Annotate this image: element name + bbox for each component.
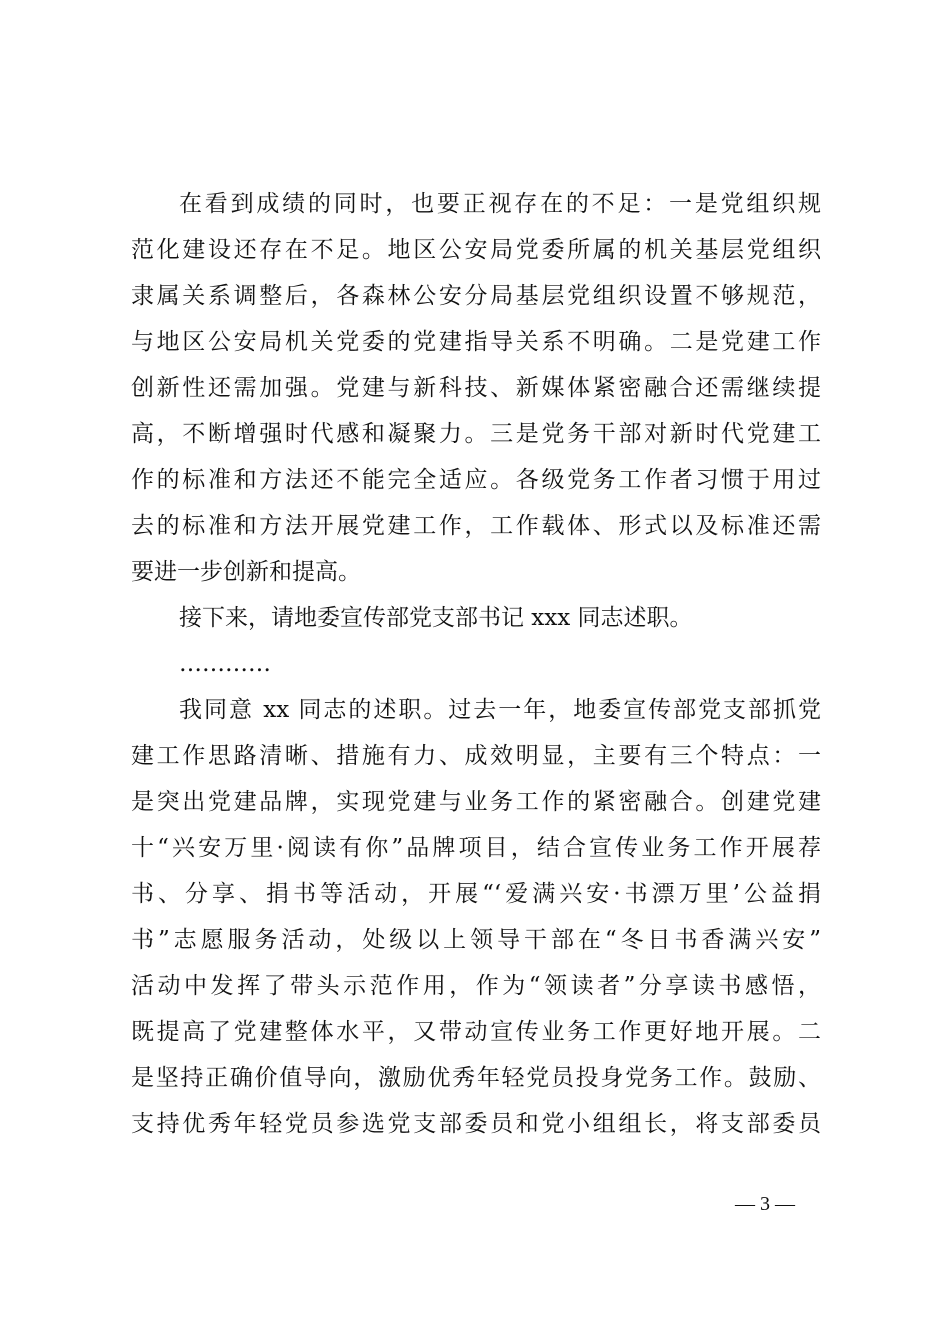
paragraph-ellipsis	[131, 641, 821, 687]
text-line: 与地区公安局机关党委的党建指导关系不明确。二是党建工作	[131, 329, 821, 355]
document-body	[131, 181, 821, 1147]
text-line: 是突出党建品牌，实现党建与业务工作的紧密融合。创建党建	[131, 789, 821, 815]
text-line: 在看到成绩的同时，也要正视存在的不足：一是党组织规	[179, 191, 821, 217]
text-line: 既提高了党建整体水平，又带动宣传业务工作更好地开展。二	[131, 1019, 821, 1045]
text-line: 书”志愿服务活动，处级以上领导干部在“冬日书香满兴安”	[131, 927, 821, 953]
text-line: 去的标准和方法开展党建工作，工作载体、形式以及标准还需	[131, 513, 821, 539]
page-number: — 3 —	[735, 1193, 795, 1215]
text-line: 作的标准和方法还不能完全适应。各级党务工作者习惯于用过	[131, 467, 821, 493]
paragraph-comment	[131, 687, 821, 1147]
text-line: 十“兴安万里·阅读有你”品牌项目，结合宣传业务工作开展荐	[131, 835, 821, 861]
text-line: 高，不断增强时代感和凝聚力。三是党务干部对新时代党建工	[131, 421, 821, 447]
text-line: 要进一步创新和提高。	[131, 559, 361, 585]
text-line: 隶属关系调整后，各森林公安分局基层党组织设置不够规范，	[131, 283, 821, 309]
text-line: 是坚持正确价值导向，激励优秀年轻党员投身党务工作。鼓励、	[131, 1065, 821, 1091]
text-line: 接下来，请地委宣传部党支部书记 xxx 同志述职。	[179, 605, 693, 631]
paragraph-next-speaker	[131, 595, 821, 641]
ellipsis-line: …………	[179, 651, 271, 677]
text-line: 支持优秀年轻党员参选党支部委员和党小组组长，将支部委员	[131, 1111, 821, 1137]
text-line: 范化建设还存在不足。地区公安局党委所属的机关基层党组织	[131, 237, 821, 263]
text-line: 建工作思路清晰、措施有力、成效明显，主要有三个特点：一	[131, 743, 821, 769]
text-line: 活动中发挥了带头示范作用，作为“领读者”分享读书感悟，	[131, 973, 821, 999]
text-line: 我同意 xx 同志的述职。过去一年，地委宣传部党支部抓党	[179, 697, 821, 723]
text-line: 创新性还需加强。党建与新科技、新媒体紧密融合还需继续提	[131, 375, 821, 401]
text-line: 书、分享、捐书等活动，开展“‘爱满兴安·书漂万里’公益捐	[131, 881, 821, 907]
paragraph-shortcomings	[131, 181, 821, 595]
